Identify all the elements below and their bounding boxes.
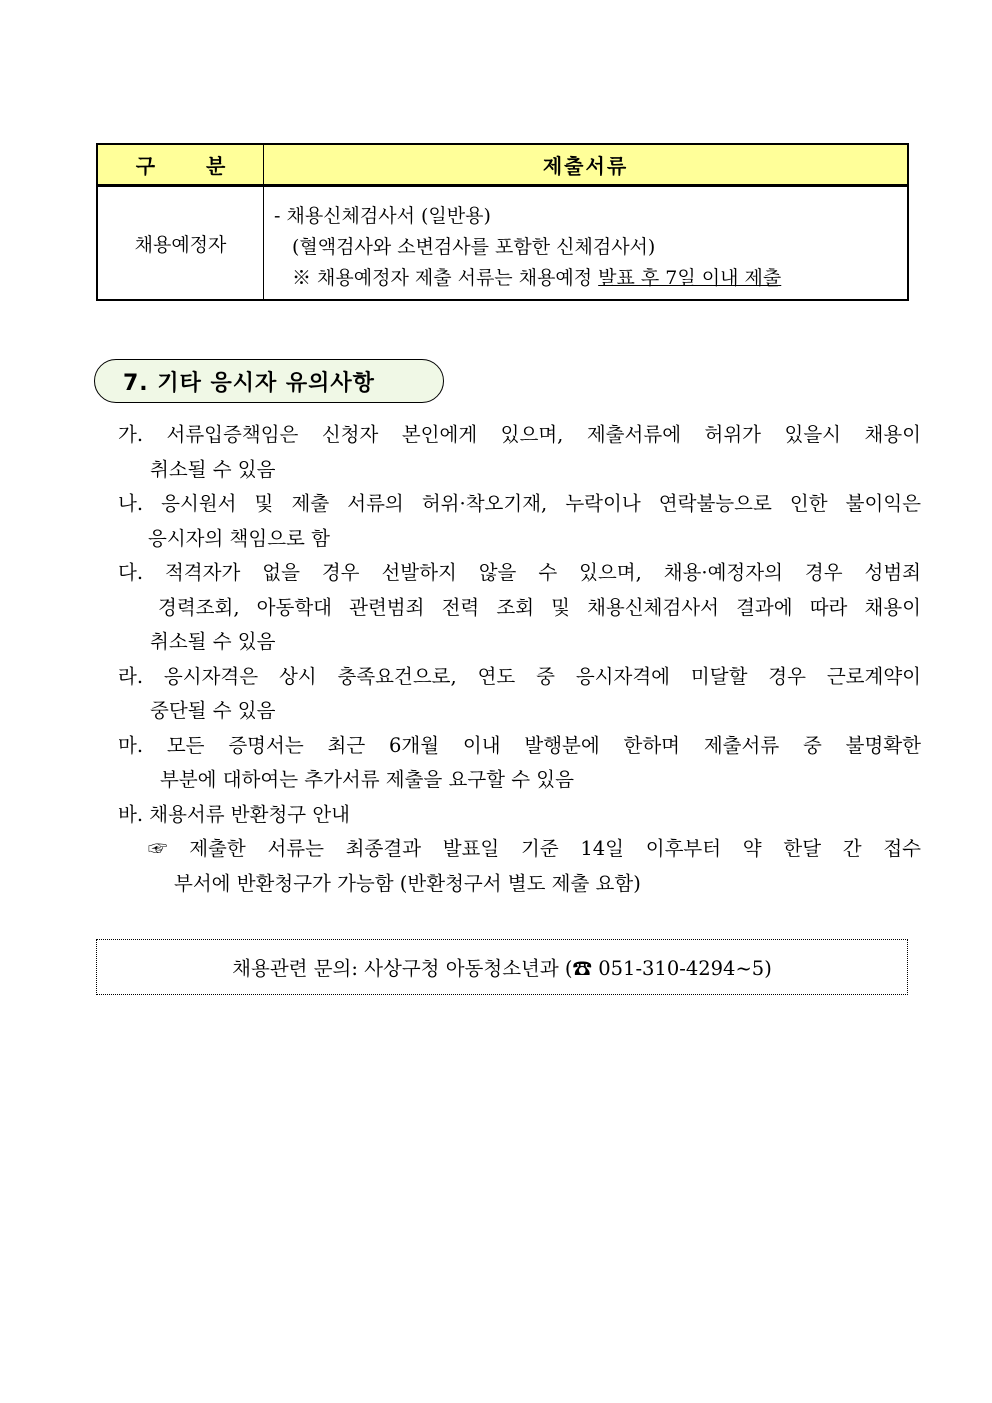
- doc-note-deadline: 발표 후 7일 이내 제출: [598, 267, 782, 289]
- row-label: 채용예정자: [98, 187, 264, 299]
- list-item: [118, 660, 921, 729]
- list-item-continuation: 응시자의 책임으로 함: [148, 526, 330, 550]
- list-item-continuation: 취소될 수 있음: [150, 630, 276, 653]
- doc-line-2: (혈액검사와 소변검사를 포함한 신체검사서): [292, 236, 656, 258]
- list-item: [118, 729, 921, 798]
- header-documents: 제출서류: [542, 154, 629, 178]
- notice-list: [118, 418, 921, 901]
- table-header-row: [98, 145, 907, 187]
- list-item: [118, 798, 921, 833]
- doc-line-3: [274, 263, 907, 294]
- list-item-first-line: 바. 채용서류 반환청구 안내: [118, 802, 351, 826]
- list-item-first-line: 가. 서류입증책임은 신청자 본인에게 있으며, 제출서류에 허위가 있을시 채용이: [118, 423, 921, 446]
- doc-note-prefix: ※ 채용예정자 제출 서류는 채용예정: [292, 267, 599, 289]
- list-item-continuation: 중단될 수 있음: [150, 699, 276, 722]
- header-category: 구 분: [98, 145, 264, 184]
- list-item-first-line: 다. 적격자가 없을 경우 선발하지 않을 수 있으며, 채용·예정자의 경우 성범죄: [118, 561, 921, 584]
- list-item: [118, 418, 921, 487]
- contact-text: 채용관련 문의: 사상구청 아동청소년과 (☎ 051-310-4294~5): [232, 957, 772, 980]
- sub-item-continuation: 부서에 반환청구가 가능함 (반환청구서 별도 제출 요함): [174, 871, 641, 895]
- sub-list-item: [118, 832, 921, 901]
- documents-table: [96, 143, 909, 301]
- row-documents: [264, 187, 907, 299]
- list-item-continuation: 취소될 수 있음: [150, 457, 276, 481]
- list-item-continuation: 경력조회, 아동학대 관련범죄 전력 조회 및 채용신체검사서 결과에 따라 채용이: [158, 595, 921, 619]
- list-item: [118, 487, 921, 556]
- list-item-first-line: 나. 응시원서 및 제출 서류의 허위·착오기재, 누락이나 연락불능으로 인한 불이익은: [118, 492, 921, 515]
- list-item-continuation: 부분에 대하여는 추가서류 제출을 요구할 수 있음: [160, 768, 574, 791]
- list-item-first-line: 마. 모든 증명서는 최근 6개월 이내 발행분에 한하며 제출서류 중 불명확한: [118, 733, 921, 757]
- list-item-first-line: 라. 응시자격은 상시 충족요건으로, 연도 중 응시자격에 미달할 경우 근로계약이: [118, 664, 921, 688]
- sub-item-first-line: ☞ 제출한 서류는 최종결과 발표일 기준 14일 이후부터 약 한달 간 접수: [148, 837, 921, 860]
- section-title: 7. 기타 응시자 유의사항: [94, 359, 444, 403]
- contact-box: [96, 939, 908, 995]
- doc-line-1: - 채용신체검사서 (일반용): [274, 205, 491, 227]
- list-item: [118, 556, 921, 660]
